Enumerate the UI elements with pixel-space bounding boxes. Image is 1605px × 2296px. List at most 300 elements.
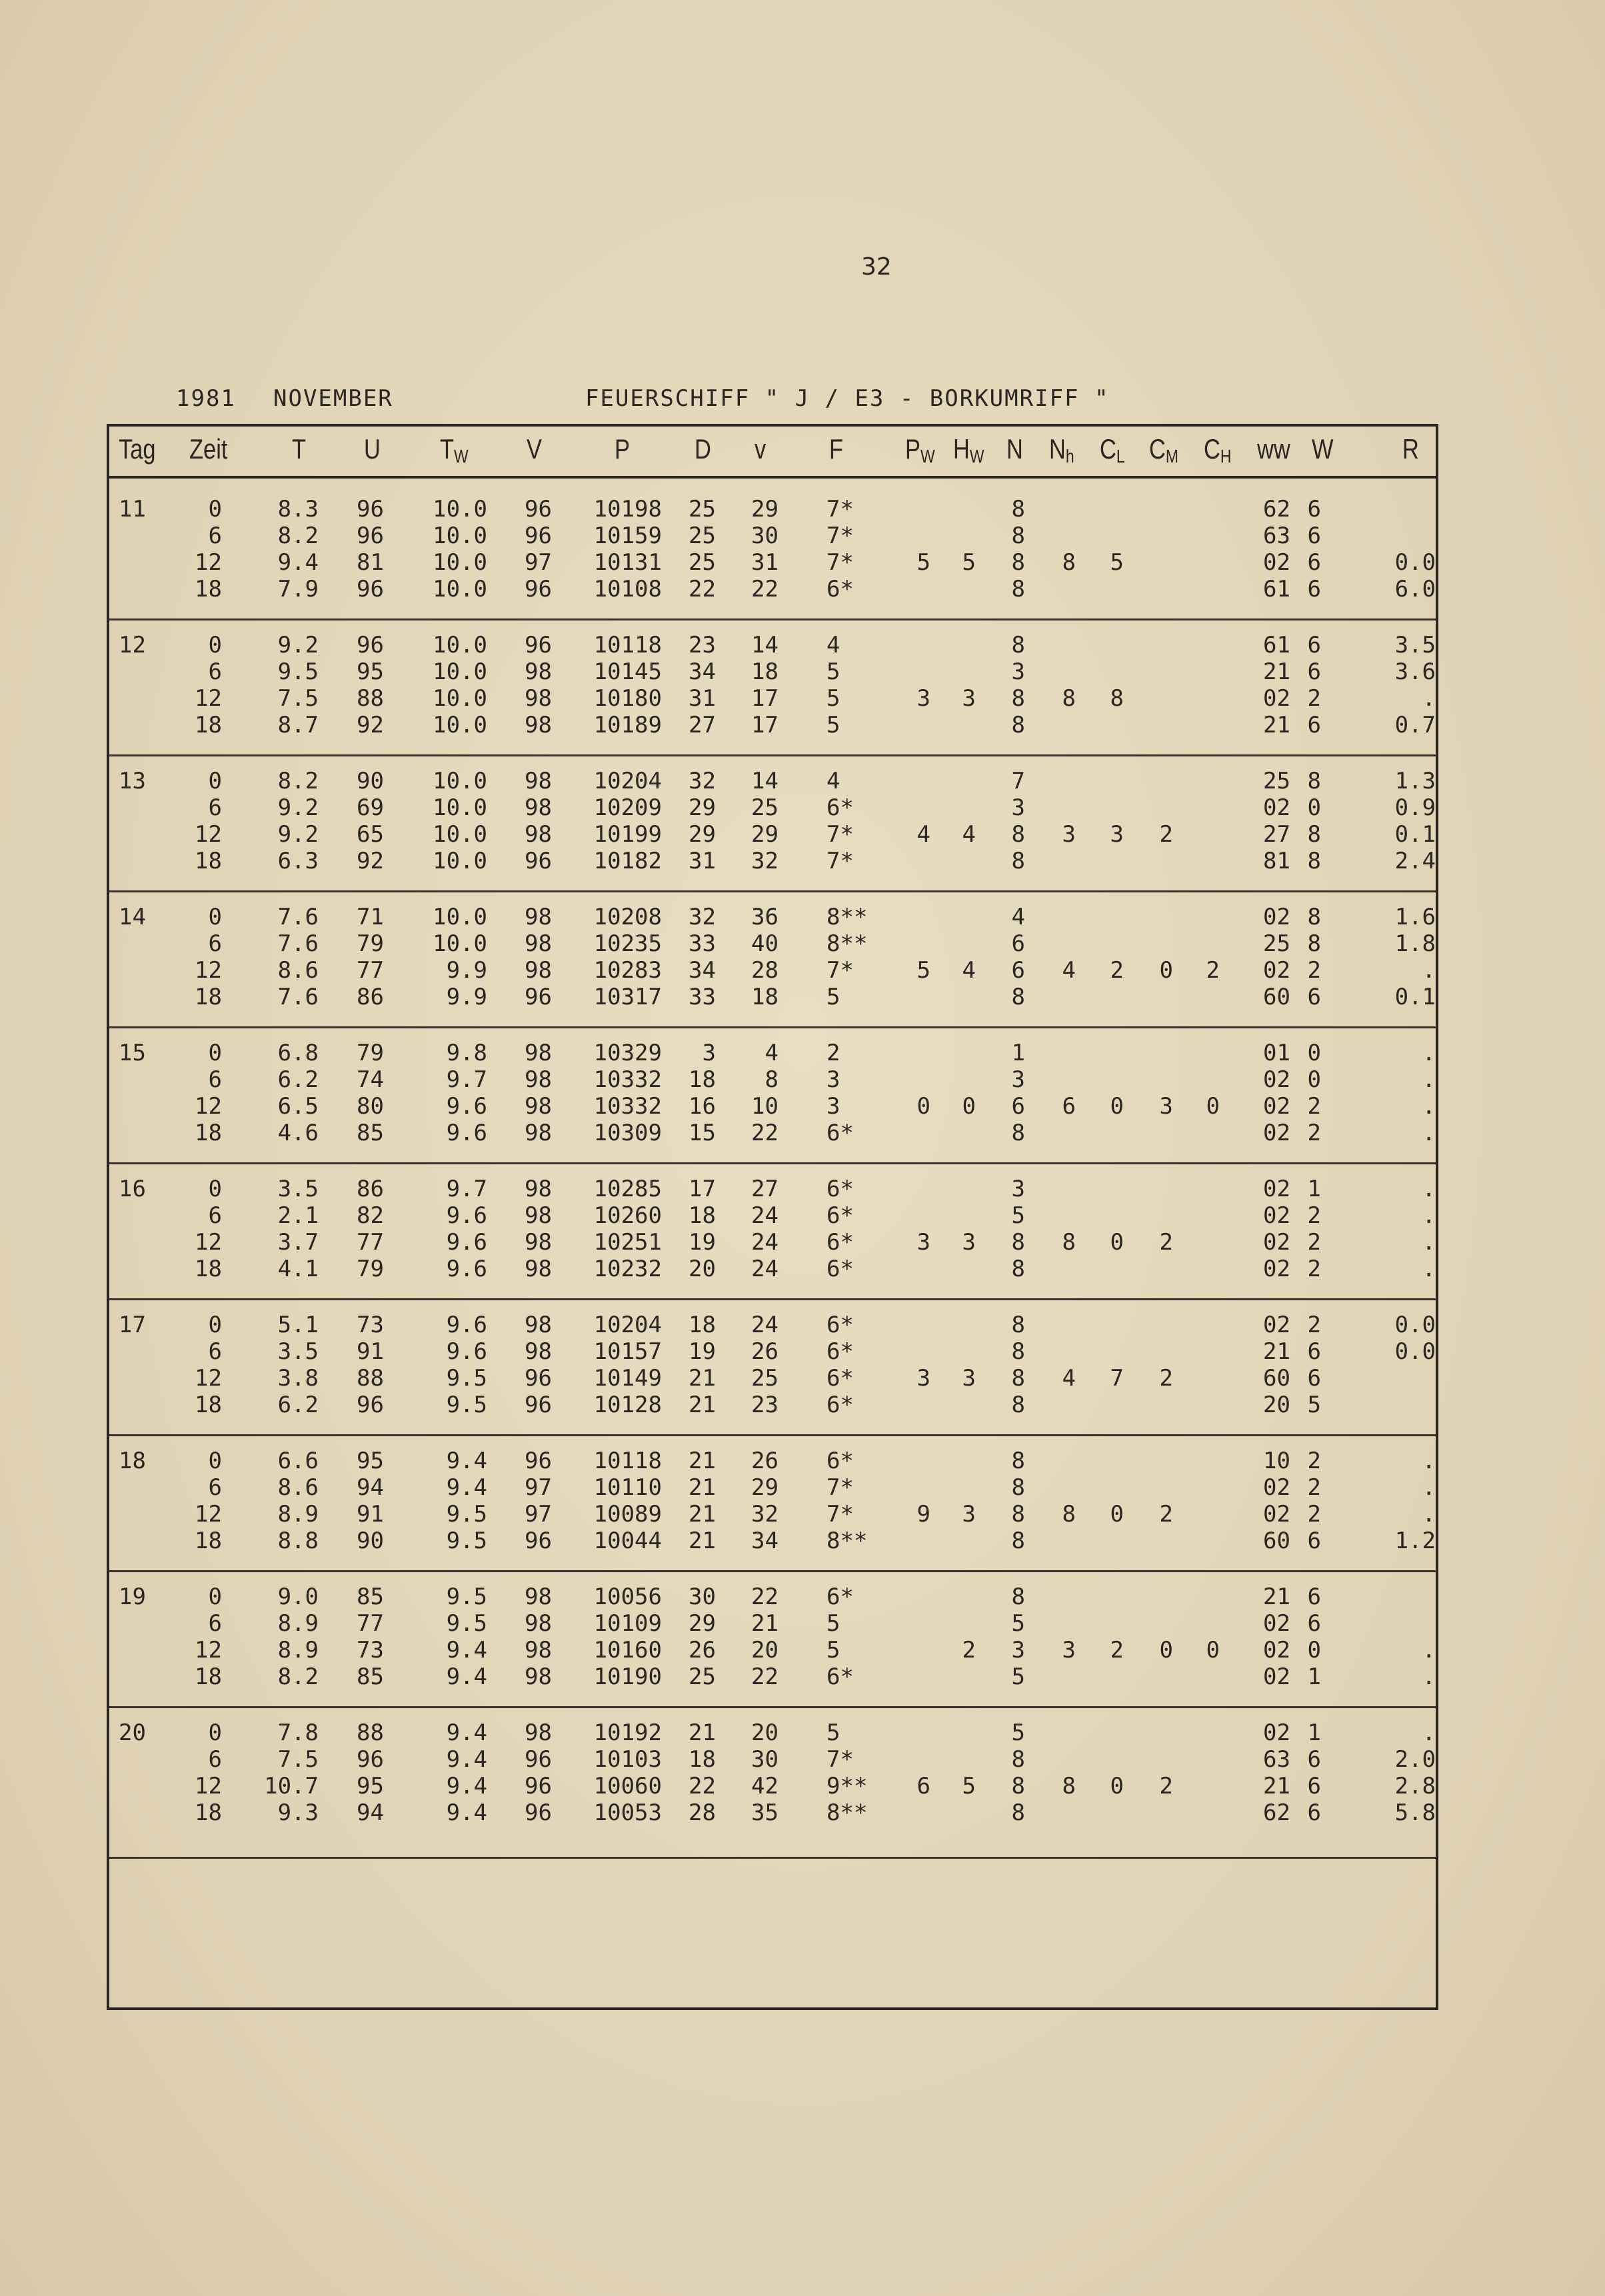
cell-ww: 21 — [1263, 1773, 1290, 1799]
cell-t: 2.1 — [277, 1202, 319, 1229]
cell-v: 25 — [751, 794, 779, 821]
cell-ww: 02 — [1263, 1120, 1290, 1146]
cell-pw: 6 — [916, 1773, 930, 1799]
cell-hw: 3 — [962, 1501, 976, 1528]
cell-ch: 2 — [1206, 957, 1220, 984]
cell-d: 18 — [689, 1066, 716, 1093]
cell-ww: 60 — [1263, 1528, 1290, 1554]
cell-w: 2 — [1307, 1229, 1321, 1256]
cell-t: 5.1 — [277, 1312, 319, 1338]
cell-n: 4 — [1011, 904, 1025, 930]
cell-tw: 10.0 — [433, 712, 487, 738]
cell-f: 7* — [826, 496, 854, 523]
cell-f: 5 — [826, 984, 840, 1010]
cell-tw: 9.6 — [446, 1312, 487, 1338]
cell-d: 23 — [689, 632, 716, 658]
cell-u: 91 — [357, 1338, 384, 1365]
cell-w: 6 — [1307, 984, 1321, 1010]
column-header-nh: $N_h$ — [1049, 433, 1074, 467]
cell-hw: 3 — [962, 1229, 976, 1256]
cell-f: 6* — [826, 1584, 854, 1610]
cell-p: 10198 — [593, 496, 662, 523]
cell-ww: 02 — [1263, 1202, 1290, 1229]
cell-t: 9.0 — [277, 1584, 319, 1610]
cell-p: 10332 — [593, 1066, 662, 1093]
cell-v: 96 — [525, 496, 552, 523]
cell-v: 96 — [525, 1392, 552, 1418]
cell-zeit: 12 — [195, 957, 222, 984]
cell-d: 34 — [689, 957, 716, 984]
cell-r: . — [1422, 1501, 1436, 1528]
cell-n: 8 — [1011, 523, 1025, 549]
cell-zeit: 6 — [208, 1338, 222, 1365]
cell-tw: 10.0 — [433, 794, 487, 821]
cell-zeit: 18 — [195, 1528, 222, 1554]
cell-u: 77 — [357, 957, 384, 984]
cell-w: 6 — [1307, 1799, 1321, 1826]
cell-n: 8 — [1011, 549, 1025, 576]
cell-zeit: 18 — [195, 1799, 222, 1826]
cell-t: 8.6 — [277, 1474, 319, 1501]
cell-v: 20 — [751, 1720, 779, 1746]
cell-n: 8 — [1011, 1746, 1025, 1773]
cell-t: 6.3 — [277, 848, 319, 874]
cell-n: 8 — [1011, 1584, 1025, 1610]
cell-d: 18 — [689, 1312, 716, 1338]
cell-w: 2 — [1307, 1256, 1321, 1282]
cell-v: 22 — [751, 1664, 779, 1690]
cell-w: 2 — [1307, 1312, 1321, 1338]
cell-w: 0 — [1307, 794, 1321, 821]
cell-v: 96 — [525, 1799, 552, 1826]
cell-f: 6* — [826, 1256, 854, 1282]
cell-f: 7* — [826, 1501, 854, 1528]
cell-nh: 8 — [1062, 1229, 1076, 1256]
cell-hw: 3 — [962, 1365, 976, 1392]
cell-d: 27 — [689, 712, 716, 738]
cell-v: 24 — [751, 1229, 779, 1256]
cell-p: 10149 — [593, 1365, 662, 1392]
cell-w: 6 — [1307, 1365, 1321, 1392]
cell-u: 81 — [357, 549, 384, 576]
cell-n: 8 — [1011, 712, 1025, 738]
cell-v: 20 — [751, 1637, 779, 1664]
cell-d: 21 — [689, 1528, 716, 1554]
cell-v: 96 — [525, 1448, 552, 1474]
day-number: 12 — [119, 632, 146, 658]
cell-r: 5.8 — [1394, 1799, 1436, 1826]
cell-n: 5 — [1011, 1664, 1025, 1690]
cell-f: 7* — [826, 1746, 854, 1773]
cell-u: 94 — [357, 1799, 384, 1826]
cell-d: 25 — [689, 523, 716, 549]
cell-p: 10251 — [593, 1229, 662, 1256]
day-number: 17 — [119, 1312, 146, 1338]
cell-w: 0 — [1307, 1040, 1321, 1066]
cell-f: 4 — [826, 632, 840, 658]
cell-ww: 02 — [1263, 1066, 1290, 1093]
cell-v: 22 — [751, 1584, 779, 1610]
cell-u: 86 — [357, 984, 384, 1010]
cell-ch: 0 — [1206, 1637, 1220, 1664]
cell-d: 17 — [689, 1176, 716, 1202]
cell-v: 98 — [525, 1256, 552, 1282]
cell-t: 3.5 — [277, 1176, 319, 1202]
cell-u: 91 — [357, 1501, 384, 1528]
cell-hw: 0 — [962, 1093, 976, 1120]
cell-hw: 5 — [962, 1773, 976, 1799]
cell-ww: 62 — [1263, 496, 1290, 523]
cell-v: 10 — [751, 1093, 779, 1120]
cell-w: 8 — [1307, 930, 1321, 957]
cell-tw: 9.4 — [446, 1773, 487, 1799]
cell-u: 82 — [357, 1202, 384, 1229]
cell-d: 32 — [689, 768, 716, 794]
cell-ww: 02 — [1263, 1637, 1290, 1664]
cell-f: 5 — [826, 712, 840, 738]
cell-zeit: 12 — [195, 821, 222, 848]
cell-tw: 10.0 — [433, 904, 487, 930]
cell-n: 8 — [1011, 1120, 1025, 1146]
cell-t: 7.5 — [277, 1746, 319, 1773]
cell-d: 25 — [689, 549, 716, 576]
column-header-u: U — [364, 433, 381, 465]
cell-v: 98 — [525, 1202, 552, 1229]
cell-t: 8.3 — [277, 496, 319, 523]
cell-n: 8 — [1011, 1229, 1025, 1256]
cell-p: 10317 — [593, 984, 662, 1010]
cell-f: 7* — [826, 1474, 854, 1501]
cell-p: 10283 — [593, 957, 662, 984]
cell-tw: 9.6 — [446, 1229, 487, 1256]
cell-v: 14 — [751, 632, 779, 658]
cell-ww: 21 — [1263, 658, 1290, 685]
cell-tw: 9.5 — [446, 1501, 487, 1528]
cell-u: 85 — [357, 1120, 384, 1146]
column-header-tw: $T_W$ — [440, 433, 469, 467]
cell-w: 6 — [1307, 712, 1321, 738]
cell-cm: 0 — [1159, 957, 1173, 984]
cell-d: 21 — [689, 1392, 716, 1418]
cell-d: 18 — [689, 1746, 716, 1773]
cell-p: 10189 — [593, 712, 662, 738]
cell-pw: 3 — [916, 1229, 930, 1256]
cell-d: 21 — [689, 1365, 716, 1392]
cell-u: 79 — [357, 1040, 384, 1066]
cell-t: 8.9 — [277, 1610, 319, 1637]
cell-u: 92 — [357, 848, 384, 874]
day-divider — [109, 890, 1436, 892]
cell-w: 1 — [1307, 1176, 1321, 1202]
cell-p: 10180 — [593, 685, 662, 712]
cell-v: 30 — [751, 1746, 779, 1773]
cell-zeit: 12 — [195, 1229, 222, 1256]
cell-p: 10208 — [593, 904, 662, 930]
cell-v: 98 — [525, 658, 552, 685]
page-number: 32 — [861, 253, 892, 281]
cell-p: 10108 — [593, 576, 662, 602]
day-divider — [109, 1026, 1436, 1028]
cell-pw: 5 — [916, 549, 930, 576]
cell-w: 0 — [1307, 1637, 1321, 1664]
cell-ww: 27 — [1263, 821, 1290, 848]
cell-f: 6* — [826, 1392, 854, 1418]
cell-t: 6.2 — [277, 1392, 319, 1418]
day-divider — [109, 618, 1436, 620]
cell-u: 77 — [357, 1229, 384, 1256]
cell-ww: 63 — [1263, 1746, 1290, 1773]
day-number: 11 — [119, 496, 146, 523]
cell-v: 96 — [525, 1773, 552, 1799]
cell-p: 10232 — [593, 1256, 662, 1282]
cell-r: . — [1422, 1720, 1436, 1746]
header-station: FEUERSCHIFF " J / E3 - BORKUMRIFF " — [585, 385, 1110, 412]
cell-r: 1.3 — [1394, 768, 1436, 794]
cell-n: 3 — [1011, 794, 1025, 821]
column-header-r: R — [1402, 433, 1419, 465]
cell-n: 8 — [1011, 685, 1025, 712]
cell-u: 77 — [357, 1610, 384, 1637]
cell-ww: 62 — [1263, 1799, 1290, 1826]
cell-f: 6* — [826, 576, 854, 602]
cell-v: 8 — [765, 1066, 779, 1093]
cell-w: 1 — [1307, 1720, 1321, 1746]
day-divider — [109, 1706, 1436, 1708]
cell-ww: 02 — [1263, 1664, 1290, 1690]
cell-p: 10128 — [593, 1392, 662, 1418]
cell-v: 98 — [525, 1040, 552, 1066]
column-header-w: W — [1312, 433, 1334, 465]
cell-zeit: 12 — [195, 1093, 222, 1120]
cell-r: 1.2 — [1394, 1528, 1436, 1554]
cell-w: 6 — [1307, 1773, 1321, 1799]
cell-f: 6* — [826, 794, 854, 821]
cell-u: 79 — [357, 1256, 384, 1282]
cell-ww: 02 — [1263, 904, 1290, 930]
cell-zeit: 18 — [195, 1664, 222, 1690]
cell-f: 6* — [826, 1176, 854, 1202]
cell-v: 98 — [525, 1093, 552, 1120]
cell-zeit: 6 — [208, 1202, 222, 1229]
cell-w: 0 — [1307, 1066, 1321, 1093]
day-number: 15 — [119, 1040, 146, 1066]
cell-p: 10109 — [593, 1610, 662, 1637]
cell-p: 10145 — [593, 658, 662, 685]
cell-n: 8 — [1011, 1392, 1025, 1418]
cell-v: 29 — [751, 496, 779, 523]
column-header-zeit: Zeit — [189, 433, 228, 465]
cell-zeit: 6 — [208, 1474, 222, 1501]
cell-n: 8 — [1011, 1365, 1025, 1392]
column-header-ch: $C_H$ — [1204, 433, 1232, 467]
cell-zeit: 6 — [208, 1066, 222, 1093]
cell-cm: 2 — [1159, 1501, 1173, 1528]
cell-f: 5 — [826, 1610, 840, 1637]
cell-u: 80 — [357, 1093, 384, 1120]
cell-r: . — [1422, 1229, 1436, 1256]
cell-f: 5 — [826, 658, 840, 685]
cell-n: 5 — [1011, 1202, 1025, 1229]
cell-v: 32 — [751, 1501, 779, 1528]
cell-w: 2 — [1307, 1202, 1321, 1229]
cell-ww: 25 — [1263, 930, 1290, 957]
cell-n: 8 — [1011, 496, 1025, 523]
cell-zeit: 6 — [208, 658, 222, 685]
cell-hw: 2 — [962, 1637, 976, 1664]
cell-ww: 10 — [1263, 1448, 1290, 1474]
cell-d: 29 — [689, 1610, 716, 1637]
cell-v: 30 — [751, 523, 779, 549]
cell-v: 98 — [525, 821, 552, 848]
cell-tw: 10.0 — [433, 821, 487, 848]
cell-v: 98 — [525, 1664, 552, 1690]
cell-d: 21 — [689, 1474, 716, 1501]
day-number: 14 — [119, 904, 146, 930]
day-number: 16 — [119, 1176, 146, 1202]
cell-t: 4.1 — [277, 1256, 319, 1282]
cell-p: 10044 — [593, 1528, 662, 1554]
cell-f: 2 — [826, 1040, 840, 1066]
cell-p: 10235 — [593, 930, 662, 957]
cell-zeit: 6 — [208, 1746, 222, 1773]
cell-zeit: 12 — [195, 1365, 222, 1392]
cell-u: 74 — [357, 1066, 384, 1093]
cell-t: 3.5 — [277, 1338, 319, 1365]
cell-w: 6 — [1307, 549, 1321, 576]
cell-v: 98 — [525, 794, 552, 821]
cell-ww: 61 — [1263, 576, 1290, 602]
cell-p: 10199 — [593, 821, 662, 848]
cell-u: 71 — [357, 904, 384, 930]
cell-w: 1 — [1307, 1664, 1321, 1690]
day-divider — [109, 1434, 1436, 1436]
cell-v: 96 — [525, 576, 552, 602]
cell-zeit: 12 — [195, 1773, 222, 1799]
cell-r: 0.9 — [1394, 794, 1436, 821]
cell-zeit: 6 — [208, 523, 222, 549]
cell-d: 31 — [689, 848, 716, 874]
cell-p: 10157 — [593, 1338, 662, 1365]
cell-r: . — [1422, 1664, 1436, 1690]
cell-p: 10110 — [593, 1474, 662, 1501]
cell-cl: 3 — [1110, 821, 1124, 848]
cell-w: 8 — [1307, 848, 1321, 874]
cell-tw: 9.6 — [446, 1256, 487, 1282]
cell-t: 7.5 — [277, 685, 319, 712]
cell-u: 88 — [357, 1720, 384, 1746]
cell-n: 8 — [1011, 1338, 1025, 1365]
cell-d: 34 — [689, 658, 716, 685]
cell-d: 29 — [689, 794, 716, 821]
cell-n: 6 — [1011, 1093, 1025, 1120]
cell-pw: 3 — [916, 1365, 930, 1392]
cell-tw: 9.6 — [446, 1202, 487, 1229]
cell-n: 8 — [1011, 1501, 1025, 1528]
cell-n: 7 — [1011, 768, 1025, 794]
cell-d: 22 — [689, 1773, 716, 1799]
cell-t: 6.6 — [277, 1448, 319, 1474]
cell-tw: 9.5 — [446, 1610, 487, 1637]
cell-f: 6* — [826, 1312, 854, 1338]
cell-hw: 3 — [962, 685, 976, 712]
cell-w: 8 — [1307, 768, 1321, 794]
cell-v: 17 — [751, 685, 779, 712]
cell-u: 69 — [357, 794, 384, 821]
cell-nh: 3 — [1062, 1637, 1076, 1664]
cell-t: 8.6 — [277, 957, 319, 984]
cell-d: 31 — [689, 685, 716, 712]
cell-d: 16 — [689, 1093, 716, 1120]
cell-pw: 3 — [916, 685, 930, 712]
cell-r: . — [1422, 1202, 1436, 1229]
column-header-n: N — [1006, 433, 1023, 465]
cell-r: . — [1422, 1448, 1436, 1474]
cell-v: 98 — [525, 1229, 552, 1256]
cell-p: 10118 — [593, 1448, 662, 1474]
cell-f: 8** — [826, 1528, 868, 1554]
day-number: 19 — [119, 1584, 146, 1610]
day-divider — [109, 1162, 1436, 1164]
cell-v: 25 — [751, 1365, 779, 1392]
column-header-cm: $C_M$ — [1149, 433, 1179, 467]
cell-pw: 9 — [916, 1501, 930, 1528]
cell-n: 8 — [1011, 1256, 1025, 1282]
column-header-v: V — [527, 433, 542, 465]
cell-tw: 10.0 — [433, 930, 487, 957]
cell-n: 3 — [1011, 1066, 1025, 1093]
cell-t: 9.4 — [277, 549, 319, 576]
cell-f: 6* — [826, 1448, 854, 1474]
cell-nh: 8 — [1062, 1773, 1076, 1799]
cell-tw: 9.4 — [446, 1474, 487, 1501]
cell-zeit: 0 — [208, 1176, 222, 1202]
cell-r: . — [1422, 1093, 1436, 1120]
cell-p: 10089 — [593, 1501, 662, 1528]
cell-p: 10060 — [593, 1773, 662, 1799]
cell-v: 98 — [525, 930, 552, 957]
cell-n: 8 — [1011, 984, 1025, 1010]
cell-zeit: 12 — [195, 685, 222, 712]
header-month: NOVEMBER — [273, 385, 393, 412]
cell-pw: 4 — [916, 821, 930, 848]
cell-v: 98 — [525, 1610, 552, 1637]
cell-u: 88 — [357, 685, 384, 712]
cell-zeit: 12 — [195, 1501, 222, 1528]
cell-v: 32 — [751, 848, 779, 874]
cell-ww: 61 — [1263, 632, 1290, 658]
cell-r: 6.0 — [1394, 576, 1436, 602]
cell-p: 10332 — [593, 1093, 662, 1120]
cell-t: 3.7 — [277, 1229, 319, 1256]
cell-cl: 8 — [1110, 685, 1124, 712]
cell-w: 2 — [1307, 1120, 1321, 1146]
cell-u: 96 — [357, 523, 384, 549]
cell-d: 33 — [689, 984, 716, 1010]
cell-u: 73 — [357, 1637, 384, 1664]
cell-tw: 9.6 — [446, 1120, 487, 1146]
day-divider — [109, 754, 1436, 756]
cell-tw: 9.4 — [446, 1720, 487, 1746]
cell-v: 96 — [525, 848, 552, 874]
cell-d: 21 — [689, 1448, 716, 1474]
cell-u: 96 — [357, 1392, 384, 1418]
cell-cl: 0 — [1110, 1501, 1124, 1528]
cell-f: 6* — [826, 1664, 854, 1690]
cell-f: 7* — [826, 957, 854, 984]
cell-f: 6* — [826, 1202, 854, 1229]
column-header-ww: ww — [1257, 433, 1290, 465]
cell-u: 86 — [357, 1176, 384, 1202]
